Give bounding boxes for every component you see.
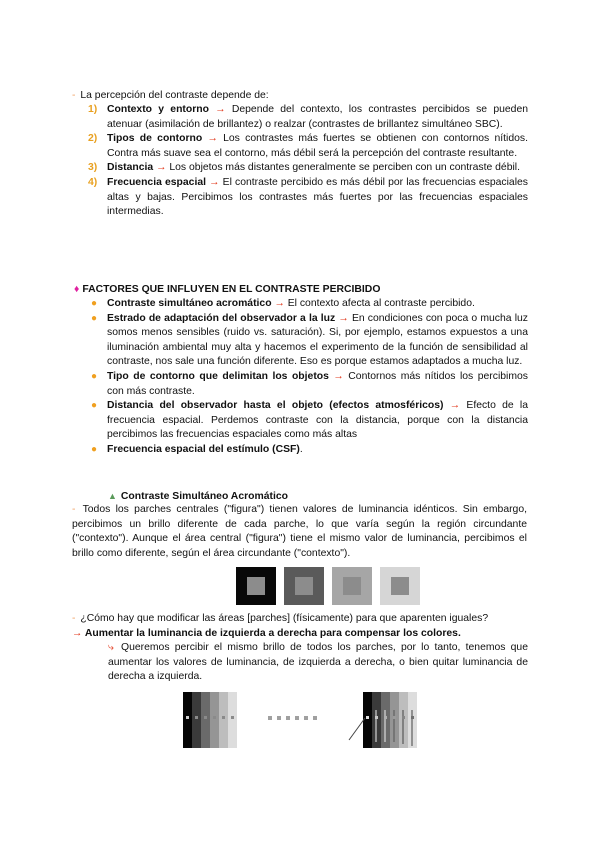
section-heading	[74, 283, 534, 298]
item-title: Tipos de contorno	[107, 133, 203, 145]
list-number: 4)	[88, 176, 98, 188]
diamond-icon: ♦	[74, 284, 80, 295]
list-item	[88, 312, 528, 370]
bulleted-factor-list	[88, 297, 528, 458]
contrast-square	[236, 567, 276, 605]
period: .	[457, 628, 461, 639]
patch-dot	[213, 716, 216, 719]
answer-text: Aumentar la luminancia de izquierda a derecha para compensar los colores	[84, 628, 458, 639]
isolated-patches	[268, 716, 317, 720]
dash-marker: -	[72, 504, 76, 515]
patch-dot	[186, 716, 189, 719]
center-patch	[391, 577, 409, 595]
question-text: ¿Cómo hay que modificar las áreas [parches] (físicamente) para que aparenten iguales?	[80, 613, 489, 624]
numbered-factor-list	[88, 103, 528, 220]
item-text: Contornos más nítidos los percibimos con más contraste.	[107, 370, 528, 397]
gradient-bar	[219, 692, 228, 748]
intro-line	[72, 89, 532, 104]
list-item	[88, 103, 528, 132]
contrast-square	[332, 567, 372, 605]
list-item	[88, 370, 528, 399]
dash-marker: -	[72, 613, 76, 624]
item-text: .	[299, 443, 303, 455]
patch-dot	[411, 716, 414, 719]
item-title: Contexto y entorno	[107, 104, 209, 115]
list-item	[88, 132, 528, 161]
pointer-line	[349, 718, 365, 740]
gradient-bar	[192, 692, 201, 748]
gradient-bar	[363, 692, 372, 748]
list-item	[88, 176, 528, 220]
item-title: Distancia	[107, 162, 154, 174]
gradient-bar	[201, 692, 210, 748]
item-title: Distancia del observador hasta el objeto (efectos atmosféricos)	[107, 400, 444, 412]
list-number: 3)	[88, 162, 98, 174]
patch-dot	[304, 716, 308, 720]
patch-dot	[231, 716, 234, 719]
item-title: Estrado de adaptación del observador a la luz	[107, 312, 336, 324]
luminance-gradient-figure	[175, 692, 435, 750]
item-text: Depende del contexto, los contrastes percibidos se pueden atenuar (asimilación de brillantez) o realzar (contrastes de brillantez simultáneo SBC).	[107, 104, 528, 130]
list-number: 2)	[88, 133, 98, 145]
bullet-icon: ●	[91, 400, 98, 412]
item-text: Los contrastes más fuertes se obtienen con contornos nítidos. Contra más suave sea el contorno, más débil será la percepción del contraste resultante.	[107, 133, 529, 159]
item-title: Contraste simultáneo acromático	[107, 298, 272, 309]
bullet-icon: ●	[91, 298, 98, 309]
contrast-square	[284, 567, 324, 605]
note-text: Queremos percibir el mismo brillo de todos los parches, por lo tanto, tenemos que aumentar los valores de luminancia, de izquierda a derecha, o bien quitar luminancia de derecha a izquierda.	[108, 642, 528, 683]
list-item	[88, 399, 528, 443]
gradient-bar	[210, 692, 219, 748]
patch-dot	[393, 716, 396, 719]
paragraph-text: Todos los parches centrales ("figura") tienen valores de luminancia idénticos. Sin embargo, percibimos un brillo diferente de cada parche, lo que varía según la región circundante ("contexto"). Aunque el área central ("figura") tiene el mismo valor de luminancia, percibimos el brillo como diferente, según el área circundante ("contexto").	[72, 504, 527, 559]
center-patch	[295, 577, 313, 595]
triangle-icon: ▲	[108, 491, 117, 501]
list-item	[88, 443, 528, 458]
item-text: El contraste percibido es más débil por las frecuencias espaciales altas y bajas. Percibimos los contrastes más fuertes por las frecuencias espaciales intermedias.	[107, 176, 528, 218]
patch-dot	[195, 716, 198, 719]
arrow-icon: →	[156, 162, 167, 174]
patch-dot	[384, 716, 387, 719]
bullet-icon: ●	[91, 370, 98, 382]
intro-text: La percepción del contraste depende de:	[80, 90, 269, 101]
list-item	[88, 161, 528, 176]
left-gradient-bars	[183, 692, 237, 748]
section-title: FACTORES QUE INFLUYEN EN EL CONTRASTE PERCIBIDO	[82, 284, 381, 295]
dash-marker: -	[72, 90, 76, 101]
item-text: Los objetos más distantes generalmente se perciben con un contraste débil.	[169, 162, 520, 174]
bullet-icon: ●	[91, 312, 98, 324]
arrow-icon: →	[215, 104, 226, 115]
answer-line	[72, 627, 532, 642]
patch-dot	[277, 716, 281, 720]
contrast-squares-figure	[236, 567, 536, 607]
list-number: 1)	[88, 104, 98, 115]
item-title: Tipo de contorno que delimitan los objetos	[107, 370, 329, 382]
arrow-icon: →	[449, 400, 461, 412]
arrow-icon: →	[333, 370, 344, 382]
item-title: Frecuencia espacial del estímulo (CSF)	[107, 443, 300, 455]
item-text: Efecto de la frecuencia espacial. Perdemos contraste con la distancia, porque con la distancia percibimos las frecuencias espaciales como más altas	[107, 400, 528, 441]
patch-dot	[366, 716, 369, 719]
center-patch	[247, 577, 265, 595]
arrow-icon: →	[274, 298, 285, 309]
right-gradient-bars	[349, 692, 417, 748]
arrow-icon: →	[207, 133, 218, 145]
item-text: En condiciones con poca o mucha luz somos menos sensibles (ruido vs. saturación). Si, por ejemplo, estamos expuestos a una iluminación ambiental muy alta y hacemos el experimento de la función de sensibilidad al contraste, nos sale una función diferente. Eso es porque estamos adaptados a mucha luz.	[107, 312, 528, 368]
patch-dot	[375, 716, 378, 719]
patch-dot	[402, 716, 405, 719]
arrow-icon: →	[209, 176, 220, 188]
list-item	[88, 297, 528, 312]
hook-arrow-icon: ⤷	[108, 642, 114, 653]
patch-dot	[313, 716, 317, 720]
patch-dot	[222, 716, 225, 719]
contrast-square	[380, 567, 420, 605]
arrow-icon: →	[72, 628, 83, 639]
gradient-bar	[228, 692, 237, 748]
patch-dot	[268, 716, 272, 720]
question-line	[72, 612, 532, 627]
bullet-icon: ●	[91, 443, 98, 455]
note-line	[108, 641, 528, 685]
patch-dot	[295, 716, 299, 720]
item-text: El contexto afecta al contraste percibido.	[287, 298, 475, 309]
item-title: Frecuencia espacial	[107, 176, 207, 188]
arrow-icon: →	[338, 312, 349, 324]
center-patch	[343, 577, 361, 595]
explanation-paragraph	[72, 503, 527, 561]
subsection-title: Contraste Simultáneo Acromático	[120, 491, 288, 502]
patch-dot	[286, 716, 290, 720]
gradient-bar	[183, 692, 192, 748]
patch-dot	[204, 716, 207, 719]
